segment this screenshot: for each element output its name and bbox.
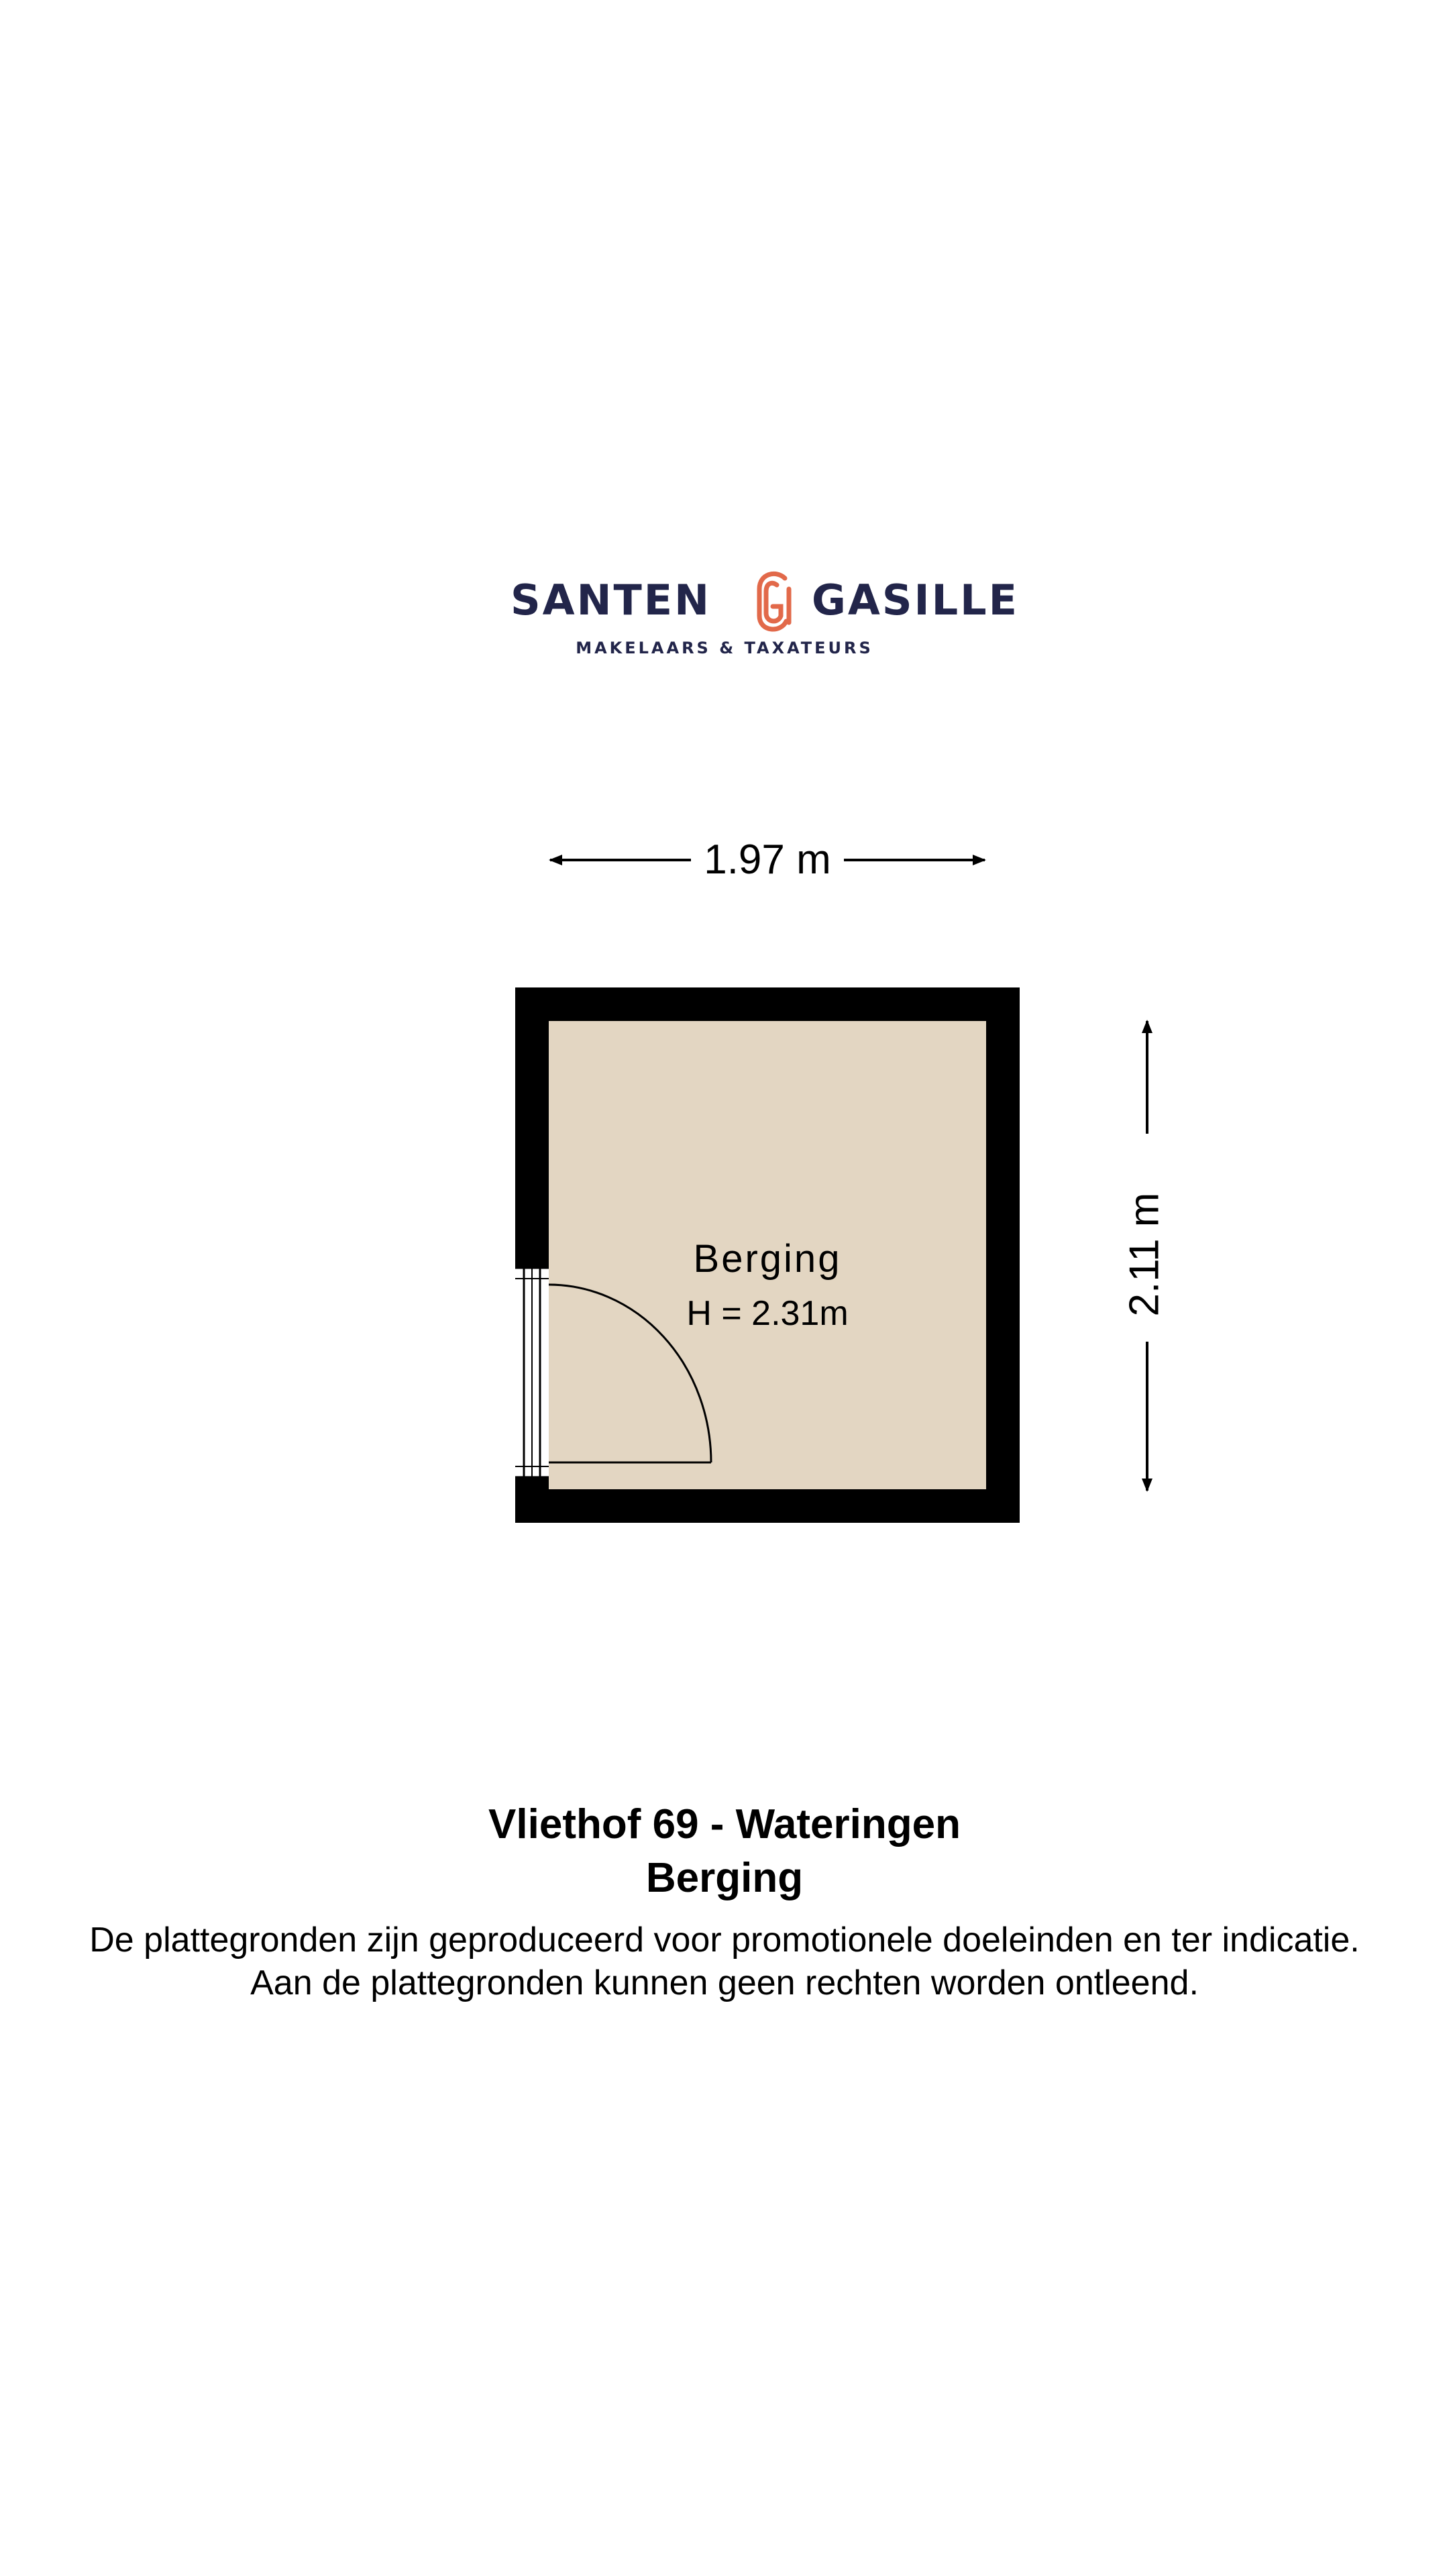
width-dimension	[550, 837, 985, 883]
window	[515, 1268, 549, 1477]
width-label: 1.97 m	[704, 837, 831, 883]
room-height: H = 2.31m	[686, 1294, 849, 1333]
address-label: Vliethof 69 - Wateringen	[488, 1801, 961, 1847]
plan-title	[0, 1798, 1449, 1905]
disclaimer-line-2: Aan de plattegronden kunnen geen rechten worden ontleend.	[250, 1964, 1199, 2002]
disclaimer-line-1: De plattegronden zijn geproduceerd voor promotionele doeleinden en ter indicatie.	[89, 1921, 1360, 1960]
logo-word-santen: SANTEN	[510, 576, 711, 625]
disclaimer	[0, 1919, 1449, 2004]
room-name: Berging	[693, 1237, 842, 1281]
depth-dimension	[1121, 1021, 1167, 1491]
logo-tagline: MAKELAARS & TAXATEURS	[576, 639, 873, 657]
logo-word-gasille: GASILLE	[812, 576, 1019, 625]
depth-label: 2.11 m	[1121, 1192, 1168, 1317]
floor-name-label: Berging	[645, 1855, 804, 1901]
